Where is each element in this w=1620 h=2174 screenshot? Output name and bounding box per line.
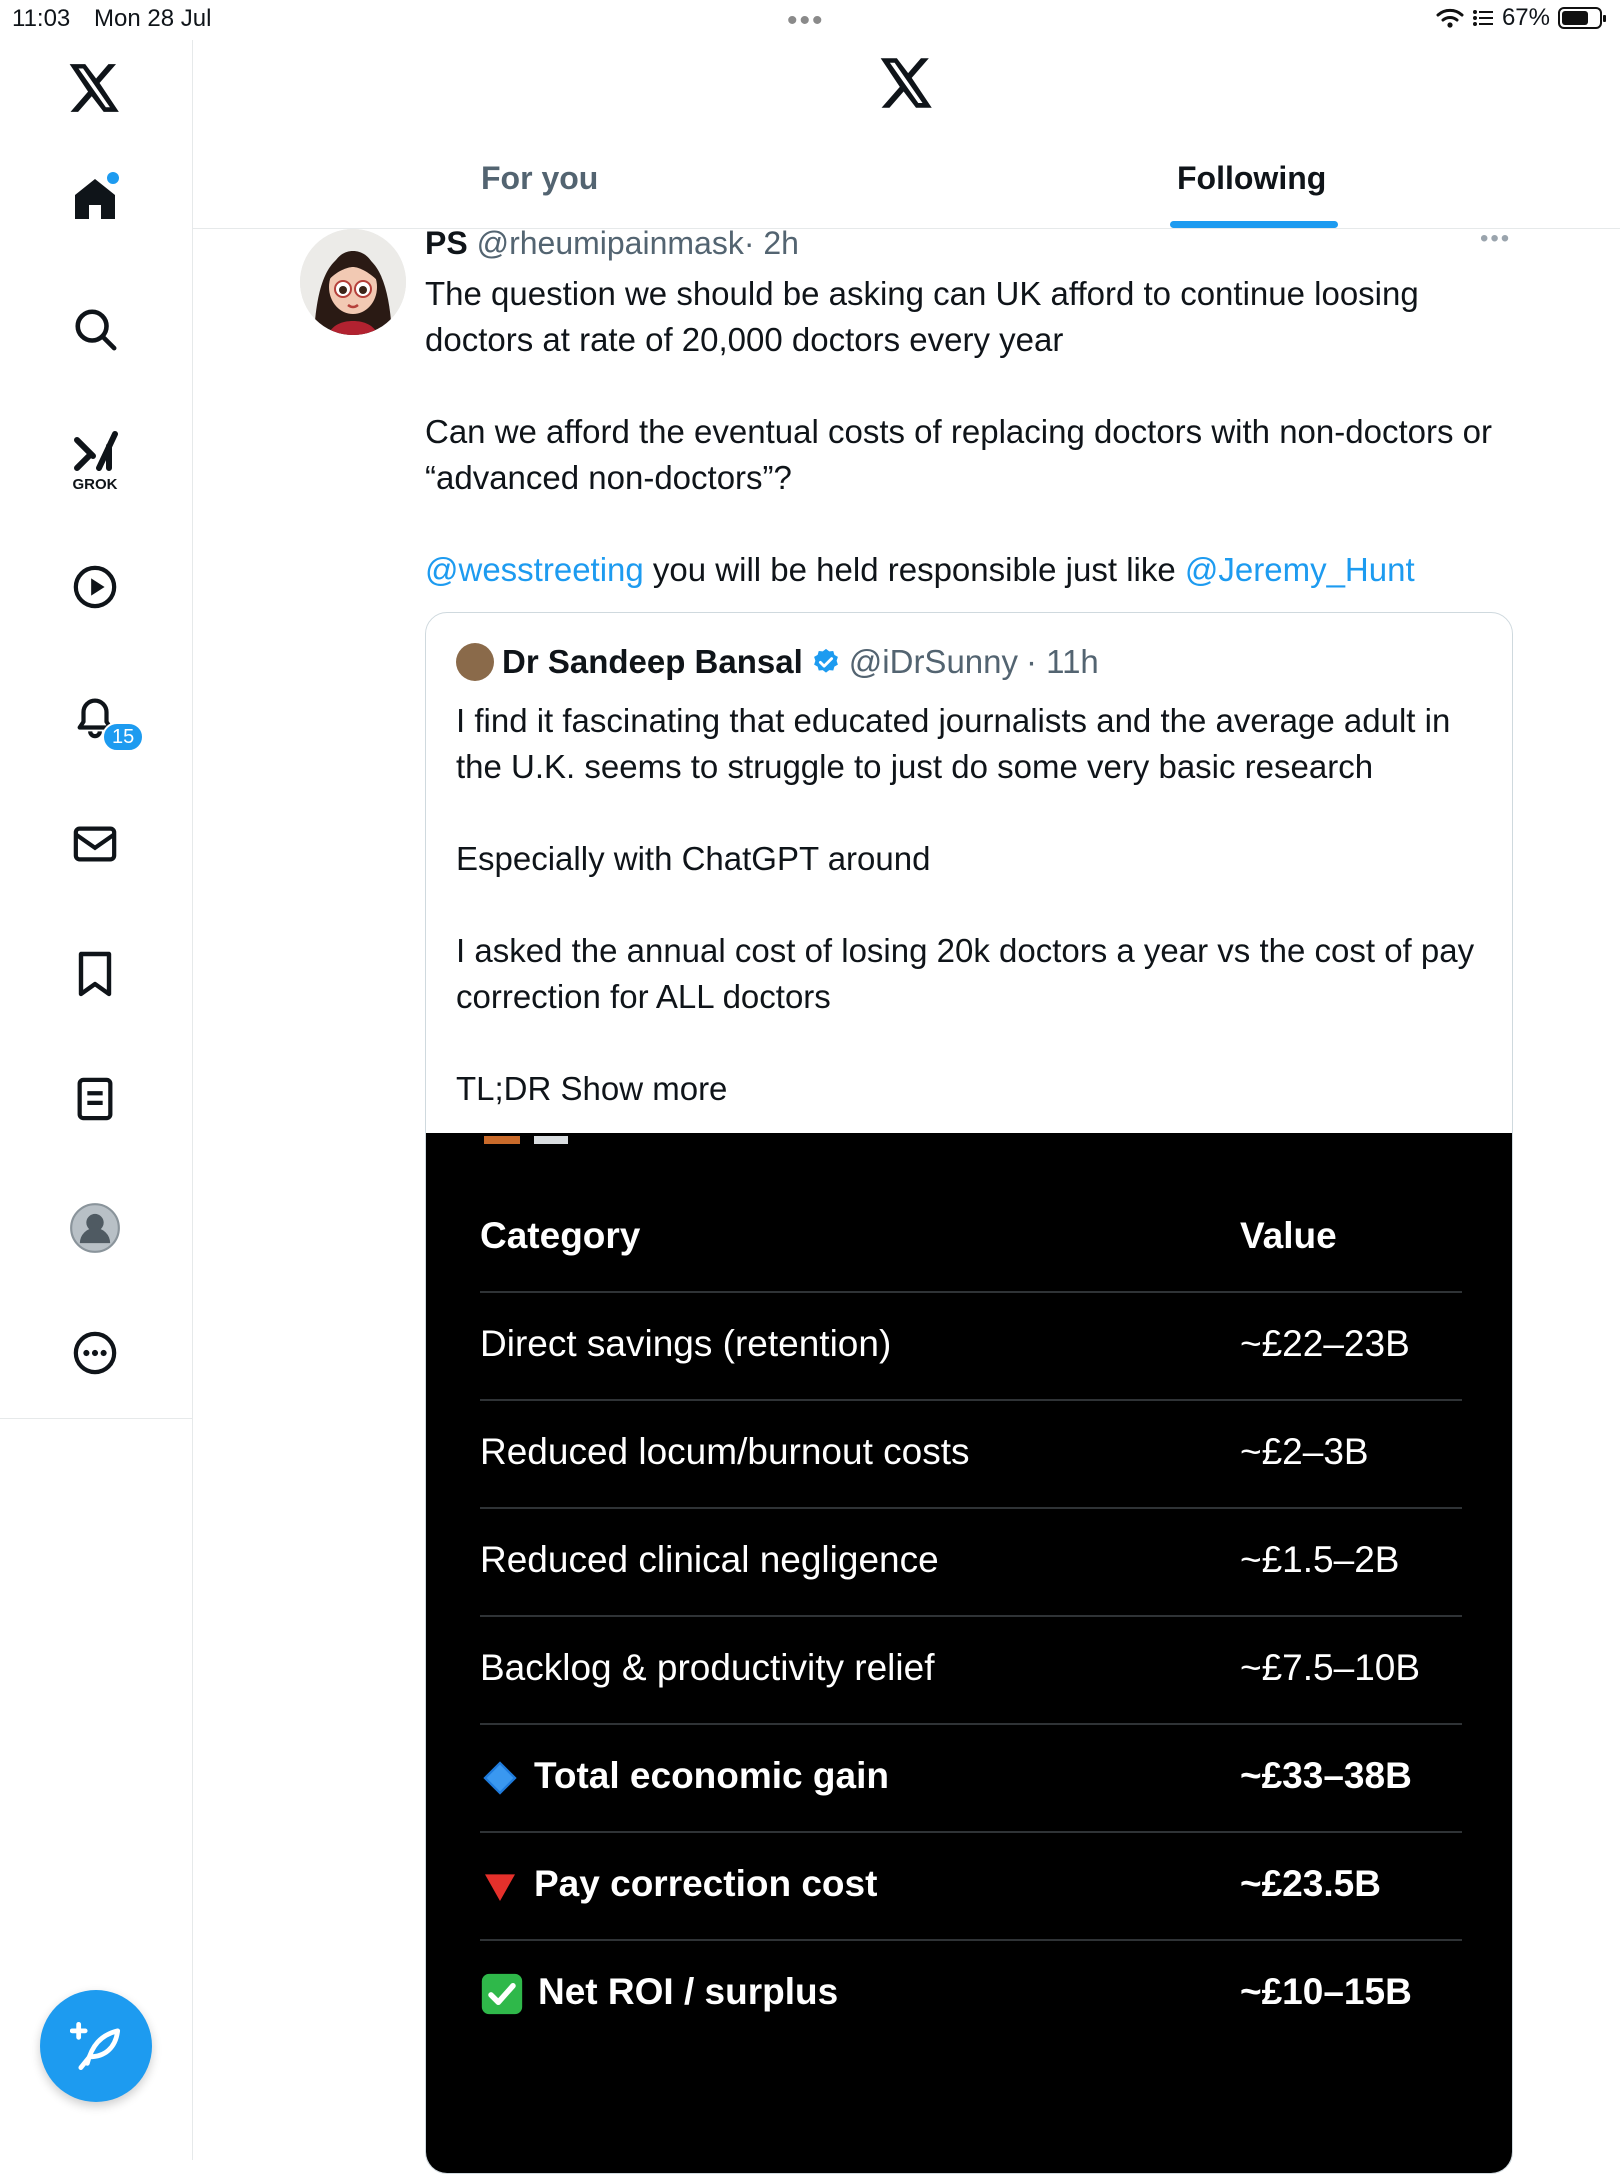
table-cell-category: Total economic gain (534, 1755, 889, 1796)
x-header-logo-icon[interactable] (880, 58, 934, 113)
table-row (480, 1939, 1462, 2047)
x-logo-icon[interactable] (69, 64, 121, 112)
tweet-author-handle[interactable]: @rheumipainmask (476, 225, 744, 261)
tab-for-you[interactable]: For you (481, 160, 599, 196)
active-tab-indicator (1170, 221, 1338, 228)
show-more-link[interactable]: TL;DR Show more (456, 1070, 728, 1107)
notifications-badge: 15 (102, 722, 144, 752)
table-row (480, 1399, 1462, 1509)
status-time: 11:03 (12, 5, 71, 32)
status-bar (0, 0, 1620, 40)
tweet-more-options-icon[interactable]: ••• (1480, 225, 1512, 252)
tweet-author-name[interactable]: PS (425, 225, 468, 261)
table-cell-value: ~£1.5–2B (1240, 1539, 1400, 1580)
table-cell-value: ~£23.5B (1240, 1863, 1381, 1904)
quoted-author-avatar (456, 643, 494, 681)
sidebar-item-explore[interactable] (72, 306, 118, 352)
table-row (480, 1507, 1462, 1617)
table-row (480, 1723, 1462, 1833)
sidebar-item-profile[interactable] (69, 1202, 121, 1254)
sidebar-item-notifications[interactable] (72, 692, 135, 748)
search-icon (72, 306, 118, 352)
more-circle-icon (72, 1330, 118, 1376)
mention-link[interactable]: @wesstreeting (425, 551, 644, 588)
check-mark-icon (480, 1972, 524, 2016)
quoted-paragraph: I find it fascinating that educated journalists and the average adult in the U.K. seems to struggle to just do some very basic research (456, 702, 1451, 785)
table-cell-category: Direct savings (retention) (480, 1323, 892, 1364)
quoted-author-name: Dr Sandeep Bansal (502, 643, 803, 680)
verified-badge-icon (811, 647, 841, 677)
table-header-value: Value (1240, 1215, 1337, 1256)
bookmark-icon (75, 950, 115, 998)
tweet-paragraph: Can we afford the eventual costs of replacing doctors with non-doctors or “advanced non-doctors”? (425, 413, 1492, 496)
table-cell-value: ~£7.5–10B (1240, 1647, 1421, 1688)
compose-post-button[interactable] (40, 1990, 152, 2102)
mention-link[interactable]: @Jeremy_Hunt (1184, 551, 1415, 588)
profile-avatar-icon (69, 1202, 121, 1254)
sidebar-item-more[interactable] (72, 1330, 118, 1376)
table-cell-category: Reduced locum/burnout costs (480, 1431, 970, 1472)
tweet-text (425, 271, 1515, 639)
sidebar-item-grok[interactable] (71, 428, 119, 493)
table-cell-category: Net ROI / surplus (538, 1971, 839, 2012)
compose-feather-icon (70, 2020, 122, 2072)
sidebar-divider (0, 1418, 192, 1419)
quoted-tweet[interactable] (425, 612, 1513, 2174)
wifi-icon (1436, 7, 1464, 29)
tweet-text-span: you will be held responsible just like (643, 551, 1185, 588)
sidebar-item-messages[interactable] (72, 824, 118, 864)
grok-icon (71, 428, 119, 472)
tweet-author-avatar[interactable] (300, 229, 406, 335)
table-cell-value: ~£33–38B (1240, 1755, 1412, 1796)
status-date: Mon 28 Jul (94, 5, 212, 32)
table-row (480, 1831, 1462, 1941)
quoted-tweet-time: · 11h (1026, 643, 1099, 680)
table-cell-category: Reduced clinical negligence (480, 1539, 939, 1580)
table-header-row (480, 1183, 1462, 1293)
tweet-header (425, 225, 799, 262)
play-circle-icon (72, 564, 118, 610)
tweet-time[interactable]: · 2h (743, 225, 799, 261)
table-cell-category-wrap (480, 1755, 889, 1798)
sidebar (0, 40, 193, 2160)
tab-following[interactable]: Following (1177, 160, 1327, 196)
quoted-tweet-image[interactable] (426, 1133, 1512, 2173)
quoted-author-handle: @iDrSunny (848, 643, 1019, 680)
quoted-tweet-header (456, 643, 1099, 681)
sidebar-item-lists[interactable] (75, 1076, 115, 1122)
sidebar-item-home[interactable] (71, 174, 119, 224)
multitasking-dots-icon[interactable]: ••• (787, 4, 825, 37)
table-header-category: Category (480, 1215, 641, 1256)
table-cell-value: ~£2–3B (1240, 1431, 1369, 1472)
focus-list-icon (1472, 8, 1494, 28)
list-document-icon (75, 1076, 115, 1122)
table-cell-category: Pay correction cost (534, 1863, 878, 1904)
table-cell-value: ~£10–15B (1240, 1971, 1412, 2012)
table-cell-category: Backlog & productivity relief (480, 1647, 935, 1688)
grok-label: GROK (72, 476, 118, 493)
battery-percent: 67% (1501, 4, 1550, 31)
battery-icon (1558, 7, 1602, 29)
mail-icon (72, 824, 118, 864)
table-cell-value: ~£22–23B (1240, 1323, 1410, 1364)
blue-diamond-icon (480, 1758, 520, 1798)
table-cell-category-wrap (480, 1971, 838, 2016)
tweet-paragraph: The question we should be asking can UK afford to continue loosing doctors at rate of 20,000 doctors every year (425, 275, 1419, 358)
home-unread-dot (107, 172, 119, 184)
sidebar-item-videos[interactable] (72, 564, 118, 610)
quoted-tweet-text (456, 698, 1486, 1158)
sidebar-item-bookmarks[interactable] (75, 950, 115, 998)
quoted-paragraph: I asked the annual cost of losing 20k doctors a year vs the cost of pay correction for ALL doctors (456, 932, 1475, 1015)
tweet-paragraph (425, 547, 1515, 593)
quoted-paragraph: Especially with ChatGPT around (456, 840, 931, 877)
table-row (480, 1615, 1462, 1725)
table-cell-category-wrap (480, 1863, 877, 1906)
cropped-emoji-strip (484, 1133, 574, 1143)
table-row (480, 1291, 1462, 1401)
red-triangle-down-icon (480, 1866, 520, 1906)
